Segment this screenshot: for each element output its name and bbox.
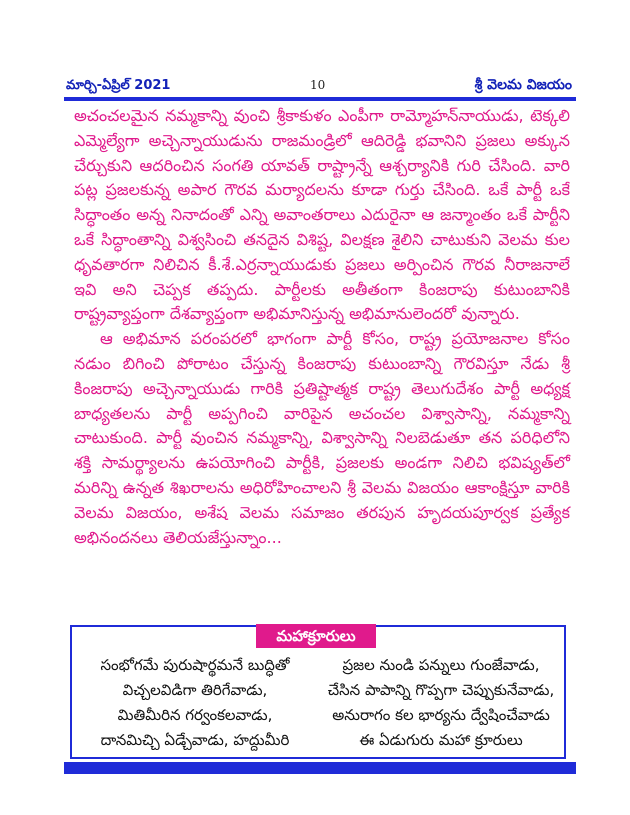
article-paragraph: ఆ అభిమాన పరంపరలో భాగంగా పార్టీ కోసం, రాష్ట్ర ప్రయోజనాల కోసం నడుం బిగించి పోరాటం చేస్తున్న కింజరాపు కుటుంబాన్ని గౌరవిస్తూ నేడు శ్రీ కింజరాపు అచ్చెన్నాయుడు గారికి ప్రతిష్టాత్మక రాష్ట్ర తెలుగుదేశం పార్టీ అధ్యక్ష బాధ్యతలను పార్టీ అప్పగించి వారిపైన అచంచల విశ్వాసాన్ని, నమ్మకాన్ని చాటుకుంది. పార్టీ వుంచిన నమ్మకాన్ని, విశ్వాసాన్ని నిలబెడుతూ తన పరిధిలోని శక్తి సామర్థ్యాలను ఉపయోగించి పార్టీకి, ప్రజలకు అండగా నిలిచి భవిష్యత్‌లో మరిన్ని ఉన్నత శిఖరాలను అధిరోహించాలని శ్రీ వెలమ విజయం ఆకాంక్షిస్తూ వారికి వెలమ విజయం, అశేష వెలమ సమాజం తరపున హృదయపూర్వక ప్రత్యేక అభినందనలు తెలియజేస్తున్నాం... <box>74 329 570 547</box>
verse-line: దానమిచ్చి ఏడ్చేవాడు, హద్దుమీరి <box>100 731 290 749</box>
verse-line: ప్రజల నుండి పన్నులు గుంజేవాడు, <box>342 656 540 674</box>
verse-line: సంభోగమే పురుషార్థమనే బుద్ధితో <box>100 656 290 674</box>
verse-line: విచ్చలవిడిగా తిరిగేవాడు, <box>122 681 268 699</box>
verse-line: అనురాగం కల భార్యను ద్వేషించేవాడు <box>332 706 550 724</box>
verse-line: మితిమీరిన గర్వంకలవాడు, <box>117 706 273 724</box>
page-number: 10 <box>310 78 326 92</box>
verse-right-column <box>318 653 564 753</box>
verse-box-title: మహాక్రూరులు <box>256 624 376 648</box>
issue-date: మార్చి-ఏప్రిల్ 2021 <box>66 78 171 93</box>
page-header <box>64 77 576 101</box>
verse-line: ఈ ఏడుగురు మహా క్రూరులు <box>359 731 523 749</box>
footer-bar <box>64 762 576 774</box>
verse-line: చేసిన పాపాన్ని గొప్పగా చెప్పుకునేవాడు, <box>327 681 555 699</box>
magazine-title: శ్రీ వెలమ విజయం <box>474 77 572 93</box>
verse-box <box>70 625 566 759</box>
article-paragraph: అచంచలమైన నమ్మకాన్ని వుంచి శ్రీకాకుళం ఎంపీగా రామ్మోహన్‌నాయుడు, టెక్కలి ఎమ్మెల్యేగా అచ్చెన్నాయుడును రాజమండ్రిలో ఆదిరెడ్డి భవానిని ప్రజలు అక్కున చేర్చుకుని ఆదరించిన సంగతి యావత్ రాష్ట్రాన్నే ఆశ్చర్యానికి గురి చేసింది. వారి పట్ల ప్రజలకున్న అపార గౌరవ మర్యాదలను కూడా గుర్తు చేసింది. ఒకే పార్టీ ఒకే సిద్ధాంతం అన్న నినాదంతో ఎన్ని అవాంతరాలు ఎదురైనా ఆ జన్మాంతం ఒకే పార్టీని ఒకే సిద్ధాంతాన్ని విశ్వసించి తనదైన విశిష్ట, విలక్షణ శైలిని చాటుకుని వెలమ కుల ధృవతారగా నిలిచిన కీ.శే.ఎర్రన్నాయుడుకు ప్రజలు అర్పించిన గౌరవ నీరాజనాలే ఇవి అని చెప్పక తప్పదు. పార్టీలకు అతీతంగా కింజరాపు కుటుంబానికి రాష్ట్రవ్యాప్తంగా దేశవ్యాప్తంగా అభిమానిస్తున్న అభిమానులెందరో వున్నారు. <box>74 106 570 324</box>
verse-left-column <box>72 653 318 753</box>
article-body <box>74 104 570 550</box>
